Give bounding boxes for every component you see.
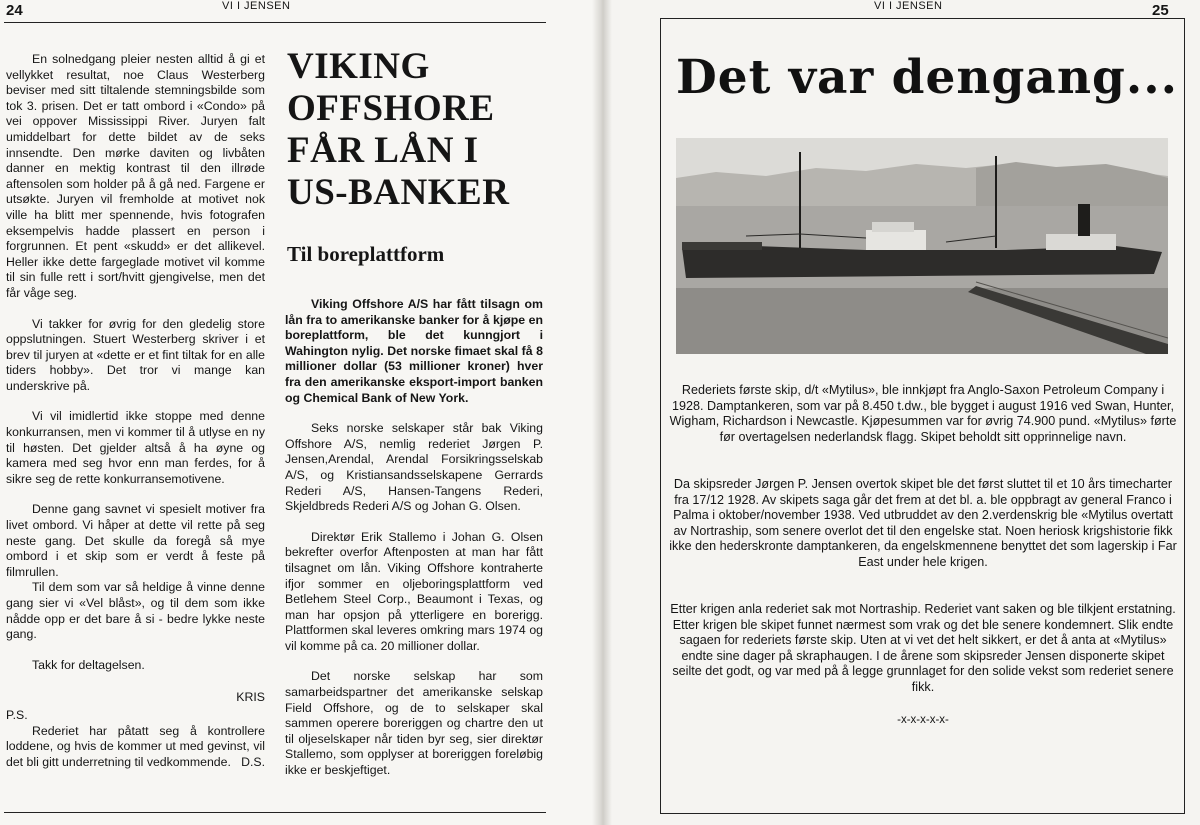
paragraph: Takk for deltagelsen. bbox=[32, 657, 145, 672]
paragraph: Direktør Erik Stallemo i Johan G. Olsen bekrefter overfor Aftenposten at man har fått tilsagnet om lån. Viking Offshore kontraherte ifjor sommer en oljeboringsplattform ved Betlehem Steel Corp., Beaumont i Texas, og man har opsjon på ytterligere en borerigg. Plattformen skal leveres omkring mars 1974 og vil komme på ca. 20 millioner dollar. bbox=[285, 529, 543, 653]
headline-line: FÅR LÅN I bbox=[287, 130, 479, 171]
feature-paragraph: Da skipsreder Jørgen P. Jensen overtok skipet ble det først sluttet til et 10 års timecharter fra 17/12 1928. Av skipets saga går det frem at det bl. a. ble oppbragt av general Franco i Palma i oktober/november 1938. Ved utbruddet av den 2.verdenskrig ble «Mytilus overtatt av Nortraship, som senere overlot det til den engelske stat. Noen heriosk krigshistorie fikk ikke den hederskronte damptankeren, da engelskmennene benyttet det som lagerskip i Far East under hele krigen. bbox=[669, 477, 1177, 569]
feature-paragraph: Etter krigen anla rederiet sak mot Nortraship. Rederiet vant saken og ble tilkjent erstatning. Etter krigen ble skipet funnet nærmest som vrak og det ble senere kondemnert. Slik endte sagaen for rederiets første skip. Uten at vi vet det helt sikkert, er det å anta at «Mytilus» endte sine dager på skraphaugen. I de årene som skipsreder Jensen disponerte skipet seilte det godt, og var med på å legge grunnlaget for den solide vekst som rederiet senere fikk. bbox=[670, 602, 1176, 694]
running-head-right: VI I JENSEN bbox=[874, 0, 943, 12]
subheadline: Til boreplattform bbox=[287, 242, 445, 266]
feature-title: Det var dengang... bbox=[676, 49, 1178, 105]
paragraph: Vi takker for øvrig for den gledelig store oppslutningen. Stuert Westerberg skriver i et brev til juryen at «dette er et fint tiltak for en alle tiders hobby». Det tror vi mange kan underskrive på. bbox=[6, 316, 265, 393]
paragraph: Det norske selskap har som samarbeidspartner det amerikanske selskap Field Offshore, og de to selskaper skal sammen operere boreriggen og chartre den ut til oljeselskaper når tiden byr seg, sier direktør Stallemo, som opplyser at boreriggen foreløbig ikke er beskjeftiget. bbox=[285, 669, 543, 778]
title-banner bbox=[676, 44, 1178, 110]
lead-paragraph: Viking Offshore A/S har fått tilsagn om lån fra to amerikanske banker for å kjøpe en boreplattform, ble det kunngjort i Wahington nylig. Det norske fimaet skal få 8 millioner dollar (53 millioner kroner) hver fra den amerikanske eksport-import banken og Chemical Bank of New York. bbox=[285, 297, 543, 405]
headline-line: VIKING bbox=[287, 46, 430, 87]
paragraph: En solnedgang pleier nesten alltid å gi et vellykket resultat, noe Claus Westerberg beviser med sitt tiltalende stemningsbilde som tok 3. prisen. Det er tatt ombord i «Condo» på vei oppover Mississippi River. Juryen falt umiddelbart for dette bildet av de seks innsendte. Den mørke daviten og livbåten danner en mektig kontrast til den illrøde aftensolen som holder på å gå ned. Fargene er utsøkte. Juryen vil fremholde at motivet nok ville ha blitt mer spennende, hvis fotografen eksempelvis hadde plassert en person i forgrunnen. Et pent «skudd» er det allikevel. Heller ikke dette fargeglade motivet vil komme til sin fulle rett i sort/hvitt gjengivelse, men det får våge seg. bbox=[6, 52, 265, 300]
headline-line: OFFSHORE bbox=[287, 88, 495, 129]
ps-label: P.S. bbox=[6, 707, 28, 722]
footer-rule-left bbox=[4, 812, 546, 813]
article-column-photo-contest bbox=[6, 52, 265, 785]
headline-line: US-BANKER bbox=[287, 172, 510, 213]
paragraph: Til dem som var så heldige å vinne denne gang sier vi «Vel blåst», og til dem som ikke nådde opp er det bare å si - bedre lykke neste gang. bbox=[6, 580, 265, 642]
signature: KRIS bbox=[236, 690, 265, 705]
book-gutter bbox=[592, 0, 612, 825]
paragraph: Seks norske selskaper står bak Viking Offshore A/S, nemlig rederiet Jørgen P. Jensen,Arendal, Arendal Forsikringsselskab A/S, og Kristiansandsselskapene Gerrards Rederi A/S, Hansen-Tangens Rederi, Skjeldbreds Rederi A/S og Johan G. Olsen. bbox=[285, 421, 543, 514]
ship-photo bbox=[676, 138, 1168, 354]
ps-signature: D.S. bbox=[241, 754, 265, 769]
headline bbox=[287, 46, 547, 214]
feature-paragraph: Rederiets første skip, d/t «Mytilus», ble innkjøpt fra Anglo-Saxon Petroleum Company i 1928. Damptankeren, som var på 8.450 t.dw., ble bygget i august 1916 ved Swan, Hunter, Wigham, Richardson i Newcastle. Kjøpesummen var for øvrig 74.900 pund. «Mytilus» førte før overtagelsen nederlandsk flagg. Skipet beholdt sitt opprinnelige navn. bbox=[669, 383, 1177, 444]
ps-text: Rederiet har påtatt seg å kontrollere loddene, og hvis de kommer ut med gevinst, vil det bli gitt underretning til vedkommende. bbox=[6, 723, 265, 769]
paragraph: Denne gang savnet vi spesielt motiver fra livet ombord. Vi håper at dette vil rette på seg neste gang. Det skulle da foregå så mye ombord i et skip som er verdt å feste på filmrullen. bbox=[6, 502, 265, 579]
end-mark: -x-x-x-x-x- bbox=[897, 714, 949, 726]
article-column-viking-offshore bbox=[285, 297, 543, 794]
paragraph: Vi vil imidlertid ikke stoppe med denne konkurransen, men vi kommer til å utlyse en ny til høsten. Det gjelder altså å ha øyne og kamera med seg hvor enn man ferdes, for å sikre seg de rette konkurransemotivene. bbox=[6, 409, 265, 486]
page-number-right: 25 bbox=[1152, 2, 1169, 19]
page-number-left: 24 bbox=[6, 2, 23, 19]
header-rule-left bbox=[4, 22, 546, 23]
running-head-left: VI I JENSEN bbox=[222, 0, 291, 12]
